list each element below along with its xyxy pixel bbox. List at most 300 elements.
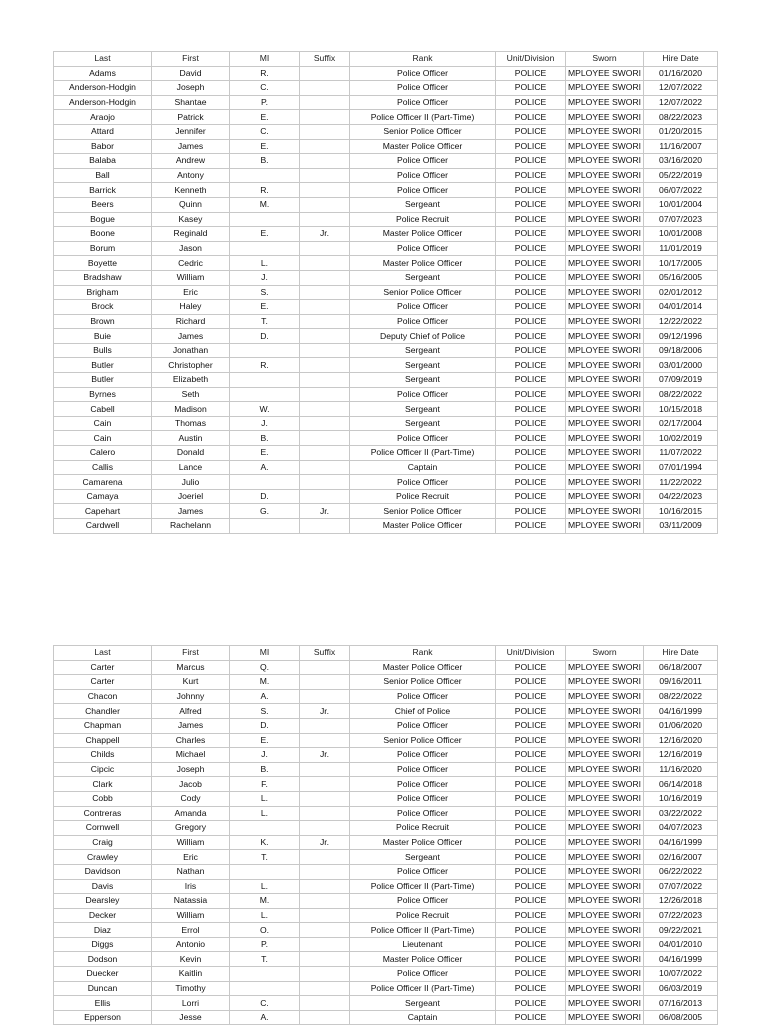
cell-hire-date: 10/07/2022: [644, 967, 718, 982]
cell-rank: Senior Police Officer: [350, 504, 496, 519]
cell-sworn: MPLOYEE SWORI: [566, 806, 644, 821]
cell-unit-division: POLICE: [496, 850, 566, 865]
cell-unit-division: POLICE: [496, 489, 566, 504]
cell-unit-division: POLICE: [496, 879, 566, 894]
cell-first: Jesse: [152, 1010, 230, 1025]
cell-suffix: [300, 373, 350, 388]
cell-rank: Police Officer: [350, 81, 496, 96]
cell-rank: Police Officer II (Part-Time): [350, 110, 496, 125]
cell-mi: [230, 864, 300, 879]
cell-hire-date: 01/06/2020: [644, 718, 718, 733]
table-row: [54, 270, 718, 285]
cell-first: Joeriel: [152, 489, 230, 504]
cell-hire-date: 10/17/2005: [644, 256, 718, 271]
cell-first: Kasey: [152, 212, 230, 227]
cell-sworn: MPLOYEE SWORI: [566, 416, 644, 431]
cell-last: Bulls: [54, 343, 152, 358]
cell-hire-date: 01/20/2015: [644, 124, 718, 139]
cell-mi: G.: [230, 504, 300, 519]
cell-suffix: [300, 139, 350, 154]
cell-suffix: [300, 285, 350, 300]
cell-unit-division: POLICE: [496, 387, 566, 402]
table-row: [54, 358, 718, 373]
table-row: [54, 504, 718, 519]
cell-unit-division: POLICE: [496, 996, 566, 1011]
cell-suffix: [300, 387, 350, 402]
cell-first: Amanda: [152, 806, 230, 821]
cell-mi: C.: [230, 996, 300, 1011]
cell-unit-division: POLICE: [496, 519, 566, 534]
cell-suffix: [300, 95, 350, 110]
cell-rank: Chief of Police: [350, 704, 496, 719]
cell-mi: L.: [230, 908, 300, 923]
table-row: [54, 241, 718, 256]
table-row: [54, 168, 718, 183]
cell-unit-division: POLICE: [496, 660, 566, 675]
cell-last: Adams: [54, 66, 152, 81]
cell-mi: [230, 387, 300, 402]
cell-suffix: [300, 358, 350, 373]
header-rank: Rank: [350, 52, 496, 67]
cell-suffix: [300, 343, 350, 358]
cell-last: Chapman: [54, 718, 152, 733]
cell-hire-date: 10/16/2015: [644, 504, 718, 519]
cell-mi: W.: [230, 402, 300, 417]
table-row: [54, 227, 718, 242]
cell-hire-date: 03/22/2022: [644, 806, 718, 821]
cell-suffix: [300, 183, 350, 198]
cell-unit-division: POLICE: [496, 952, 566, 967]
cell-sworn: MPLOYEE SWORI: [566, 314, 644, 329]
cell-first: Donald: [152, 446, 230, 461]
cell-rank: Master Police Officer: [350, 835, 496, 850]
table-row: [54, 256, 718, 271]
cell-last: Bogue: [54, 212, 152, 227]
cell-first: Lance: [152, 460, 230, 475]
cell-last: Beers: [54, 197, 152, 212]
cell-unit-division: POLICE: [496, 95, 566, 110]
cell-hire-date: 11/07/2022: [644, 446, 718, 461]
cell-last: Butler: [54, 373, 152, 388]
cell-first: William: [152, 908, 230, 923]
table-row: [54, 519, 718, 534]
cell-unit-division: POLICE: [496, 864, 566, 879]
cell-first: Jennifer: [152, 124, 230, 139]
cell-mi: A.: [230, 689, 300, 704]
cell-first: David: [152, 66, 230, 81]
cell-mi: D.: [230, 329, 300, 344]
table-row: [54, 460, 718, 475]
cell-mi: B.: [230, 431, 300, 446]
cell-rank: Sergeant: [350, 416, 496, 431]
cell-unit-division: POLICE: [496, 718, 566, 733]
cell-rank: Police Officer: [350, 183, 496, 198]
table-row: [54, 373, 718, 388]
cell-suffix: [300, 879, 350, 894]
cell-hire-date: 03/01/2000: [644, 358, 718, 373]
cell-rank: Lieutenant: [350, 937, 496, 952]
cell-sworn: MPLOYEE SWORI: [566, 894, 644, 909]
cell-mi: C.: [230, 124, 300, 139]
cell-hire-date: 09/18/2006: [644, 343, 718, 358]
cell-hire-date: 04/01/2014: [644, 300, 718, 315]
cell-sworn: MPLOYEE SWORI: [566, 329, 644, 344]
cell-rank: Master Police Officer: [350, 519, 496, 534]
table-row: [54, 762, 718, 777]
table-row: [54, 996, 718, 1011]
cell-rank: Police Officer: [350, 66, 496, 81]
cell-sworn: MPLOYEE SWORI: [566, 791, 644, 806]
cell-sworn: MPLOYEE SWORI: [566, 343, 644, 358]
cell-last: Carter: [54, 660, 152, 675]
cell-suffix: [300, 777, 350, 792]
cell-rank: Sergeant: [350, 343, 496, 358]
cell-last: Childs: [54, 748, 152, 763]
cell-sworn: MPLOYEE SWORI: [566, 504, 644, 519]
cell-hire-date: 03/11/2009: [644, 519, 718, 534]
table-row: [54, 402, 718, 417]
table-row: [54, 748, 718, 763]
cell-hire-date: 10/16/2019: [644, 791, 718, 806]
cell-unit-division: POLICE: [496, 358, 566, 373]
table-row: [54, 300, 718, 315]
cell-first: James: [152, 329, 230, 344]
cell-rank: Master Police Officer: [350, 660, 496, 675]
cell-unit-division: POLICE: [496, 227, 566, 242]
cell-mi: [230, 373, 300, 388]
cell-last: Cain: [54, 416, 152, 431]
cell-first: Cedric: [152, 256, 230, 271]
cell-sworn: MPLOYEE SWORI: [566, 270, 644, 285]
cell-rank: Sergeant: [350, 358, 496, 373]
cell-first: Patrick: [152, 110, 230, 125]
table-row: [54, 850, 718, 865]
cell-mi: [230, 168, 300, 183]
cell-last: Calero: [54, 446, 152, 461]
cell-suffix: [300, 212, 350, 227]
cell-unit-division: POLICE: [496, 256, 566, 271]
cell-last: Contreras: [54, 806, 152, 821]
cell-last: Anderson-Hodgin: [54, 81, 152, 96]
cell-first: Kenneth: [152, 183, 230, 198]
cell-suffix: [300, 446, 350, 461]
cell-sworn: MPLOYEE SWORI: [566, 1010, 644, 1025]
cell-sworn: MPLOYEE SWORI: [566, 81, 644, 96]
cell-suffix: [300, 431, 350, 446]
cell-hire-date: 07/16/2013: [644, 996, 718, 1011]
cell-mi: J.: [230, 416, 300, 431]
table-row: [54, 952, 718, 967]
cell-first: Julio: [152, 475, 230, 490]
cell-mi: B.: [230, 762, 300, 777]
cell-unit-division: POLICE: [496, 504, 566, 519]
cell-rank: Master Police Officer: [350, 256, 496, 271]
cell-unit-division: POLICE: [496, 285, 566, 300]
cell-suffix: [300, 675, 350, 690]
cell-first: Jacob: [152, 777, 230, 792]
cell-last: Davidson: [54, 864, 152, 879]
cell-unit-division: POLICE: [496, 241, 566, 256]
cell-last: Carter: [54, 675, 152, 690]
cell-rank: Police Officer: [350, 762, 496, 777]
cell-unit-division: POLICE: [496, 937, 566, 952]
cell-suffix: Jr.: [300, 704, 350, 719]
cell-rank: Police Officer: [350, 894, 496, 909]
cell-hire-date: 10/15/2018: [644, 402, 718, 417]
cell-last: Crawley: [54, 850, 152, 865]
cell-rank: Police Officer: [350, 791, 496, 806]
cell-suffix: [300, 314, 350, 329]
cell-mi: K.: [230, 835, 300, 850]
table-body: [54, 660, 718, 1025]
header-first: First: [152, 646, 230, 661]
cell-suffix: [300, 329, 350, 344]
cell-unit-division: POLICE: [496, 110, 566, 125]
cell-suffix: [300, 733, 350, 748]
cell-sworn: MPLOYEE SWORI: [566, 675, 644, 690]
cell-first: James: [152, 718, 230, 733]
cell-mi: T.: [230, 850, 300, 865]
cell-suffix: [300, 1010, 350, 1025]
cell-hire-date: 08/22/2022: [644, 689, 718, 704]
cell-suffix: [300, 660, 350, 675]
cell-mi: E.: [230, 300, 300, 315]
cell-sworn: MPLOYEE SWORI: [566, 835, 644, 850]
cell-sworn: MPLOYEE SWORI: [566, 489, 644, 504]
cell-last: Craig: [54, 835, 152, 850]
cell-sworn: MPLOYEE SWORI: [566, 183, 644, 198]
table-row: [54, 864, 718, 879]
cell-mi: A.: [230, 1010, 300, 1025]
cell-suffix: [300, 460, 350, 475]
cell-unit-division: POLICE: [496, 314, 566, 329]
cell-suffix: [300, 718, 350, 733]
cell-hire-date: 03/16/2020: [644, 154, 718, 169]
table-row: [54, 212, 718, 227]
table-row: [54, 431, 718, 446]
table-row: [54, 81, 718, 96]
cell-hire-date: 07/07/2023: [644, 212, 718, 227]
cell-suffix: [300, 270, 350, 285]
table-row: [54, 110, 718, 125]
cell-suffix: [300, 475, 350, 490]
cell-mi: L.: [230, 806, 300, 821]
cell-sworn: MPLOYEE SWORI: [566, 879, 644, 894]
cell-last: Butler: [54, 358, 152, 373]
cell-suffix: [300, 256, 350, 271]
table-row: [54, 908, 718, 923]
cell-unit-division: POLICE: [496, 981, 566, 996]
cell-rank: Police Officer II (Part-Time): [350, 879, 496, 894]
cell-hire-date: 10/01/2008: [644, 227, 718, 242]
table-row: [54, 95, 718, 110]
cell-last: Ball: [54, 168, 152, 183]
cell-mi: D.: [230, 489, 300, 504]
cell-mi: T.: [230, 314, 300, 329]
table-row: [54, 791, 718, 806]
cell-suffix: [300, 416, 350, 431]
cell-unit-division: POLICE: [496, 168, 566, 183]
cell-mi: T.: [230, 952, 300, 967]
cell-unit-division: POLICE: [496, 675, 566, 690]
table-row: [54, 343, 718, 358]
cell-suffix: [300, 197, 350, 212]
cell-last: Borum: [54, 241, 152, 256]
cell-unit-division: POLICE: [496, 1010, 566, 1025]
cell-mi: L.: [230, 879, 300, 894]
cell-suffix: [300, 168, 350, 183]
cell-sworn: MPLOYEE SWORI: [566, 967, 644, 982]
table-row: [54, 1010, 718, 1025]
header-first: First: [152, 52, 230, 67]
cell-sworn: MPLOYEE SWORI: [566, 660, 644, 675]
cell-suffix: [300, 850, 350, 865]
cell-suffix: [300, 402, 350, 417]
cell-last: Bradshaw: [54, 270, 152, 285]
table-header-row: [54, 52, 718, 67]
cell-suffix: [300, 110, 350, 125]
cell-sworn: MPLOYEE SWORI: [566, 212, 644, 227]
cell-suffix: [300, 519, 350, 534]
cell-last: Brigham: [54, 285, 152, 300]
cell-sworn: MPLOYEE SWORI: [566, 139, 644, 154]
cell-suffix: [300, 952, 350, 967]
table-row: [54, 139, 718, 154]
cell-first: Shantae: [152, 95, 230, 110]
cell-hire-date: 04/01/2010: [644, 937, 718, 952]
cell-unit-division: POLICE: [496, 748, 566, 763]
cell-first: Thomas: [152, 416, 230, 431]
cell-first: Lorri: [152, 996, 230, 1011]
cell-mi: C.: [230, 81, 300, 96]
cell-unit-division: POLICE: [496, 343, 566, 358]
cell-rank: Police Recruit: [350, 908, 496, 923]
cell-unit-division: POLICE: [496, 154, 566, 169]
cell-first: Alfred: [152, 704, 230, 719]
cell-unit-division: POLICE: [496, 733, 566, 748]
cell-suffix: [300, 791, 350, 806]
cell-last: Babor: [54, 139, 152, 154]
cell-sworn: MPLOYEE SWORI: [566, 821, 644, 836]
cell-hire-date: 06/22/2022: [644, 864, 718, 879]
cell-last: Cabell: [54, 402, 152, 417]
cell-sworn: MPLOYEE SWORI: [566, 996, 644, 1011]
cell-last: Cain: [54, 431, 152, 446]
cell-mi: P.: [230, 95, 300, 110]
cell-rank: Police Officer: [350, 241, 496, 256]
cell-sworn: MPLOYEE SWORI: [566, 519, 644, 534]
table-row: [54, 124, 718, 139]
cell-unit-division: POLICE: [496, 967, 566, 982]
cell-last: Duncan: [54, 981, 152, 996]
cell-sworn: MPLOYEE SWORI: [566, 227, 644, 242]
cell-suffix: [300, 894, 350, 909]
header-sworn: Sworn: [566, 52, 644, 67]
cell-unit-division: POLICE: [496, 821, 566, 836]
cell-suffix: [300, 937, 350, 952]
cell-last: Araojo: [54, 110, 152, 125]
cell-last: Chacon: [54, 689, 152, 704]
cell-first: Kurt: [152, 675, 230, 690]
cell-first: Joseph: [152, 762, 230, 777]
table-row: [54, 314, 718, 329]
cell-suffix: [300, 241, 350, 256]
header-hire-date: Hire Date: [644, 52, 718, 67]
cell-last: Brown: [54, 314, 152, 329]
cell-unit-division: POLICE: [496, 704, 566, 719]
cell-sworn: MPLOYEE SWORI: [566, 197, 644, 212]
cell-suffix: [300, 967, 350, 982]
cell-mi: Q.: [230, 660, 300, 675]
cell-first: Jonathan: [152, 343, 230, 358]
cell-rank: Police Officer: [350, 154, 496, 169]
cell-mi: R.: [230, 358, 300, 373]
table-row: [54, 66, 718, 81]
cell-sworn: MPLOYEE SWORI: [566, 124, 644, 139]
cell-sworn: MPLOYEE SWORI: [566, 358, 644, 373]
cell-hire-date: 02/01/2012: [644, 285, 718, 300]
cell-last: Dodson: [54, 952, 152, 967]
header-unit-division: Unit/Division: [496, 646, 566, 661]
cell-first: Michael: [152, 748, 230, 763]
cell-hire-date: 10/02/2019: [644, 431, 718, 446]
cell-hire-date: 12/16/2020: [644, 733, 718, 748]
header-suffix: Suffix: [300, 52, 350, 67]
table-row: [54, 183, 718, 198]
cell-first: James: [152, 139, 230, 154]
cell-hire-date: 12/22/2022: [644, 314, 718, 329]
cell-last: Camarena: [54, 475, 152, 490]
cell-suffix: [300, 124, 350, 139]
cell-hire-date: 04/16/1999: [644, 835, 718, 850]
cell-suffix: [300, 821, 350, 836]
cell-first: Eric: [152, 285, 230, 300]
cell-unit-division: POLICE: [496, 212, 566, 227]
cell-hire-date: 09/12/1996: [644, 329, 718, 344]
table-row: [54, 733, 718, 748]
cell-sworn: MPLOYEE SWORI: [566, 704, 644, 719]
cell-mi: O.: [230, 923, 300, 938]
cell-first: Marcus: [152, 660, 230, 675]
cell-last: Anderson-Hodgin: [54, 95, 152, 110]
table-row: [54, 967, 718, 982]
cell-mi: E.: [230, 110, 300, 125]
cell-first: James: [152, 504, 230, 519]
cell-rank: Police Officer: [350, 689, 496, 704]
cell-last: Camaya: [54, 489, 152, 504]
cell-rank: Police Officer: [350, 806, 496, 821]
table-row: [54, 675, 718, 690]
cell-hire-date: 10/01/2004: [644, 197, 718, 212]
header-hire-date: Hire Date: [644, 646, 718, 661]
cell-unit-division: POLICE: [496, 66, 566, 81]
cell-unit-division: POLICE: [496, 431, 566, 446]
cell-unit-division: POLICE: [496, 460, 566, 475]
cell-last: Attard: [54, 124, 152, 139]
table-row: [54, 329, 718, 344]
table-row: [54, 387, 718, 402]
cell-rank: Police Officer: [350, 431, 496, 446]
cell-first: Cody: [152, 791, 230, 806]
cell-mi: L.: [230, 256, 300, 271]
cell-unit-division: POLICE: [496, 806, 566, 821]
cell-unit-division: POLICE: [496, 475, 566, 490]
cell-suffix: Jr.: [300, 748, 350, 763]
cell-sworn: MPLOYEE SWORI: [566, 864, 644, 879]
cell-first: Timothy: [152, 981, 230, 996]
cell-mi: [230, 981, 300, 996]
cell-last: Cipcic: [54, 762, 152, 777]
